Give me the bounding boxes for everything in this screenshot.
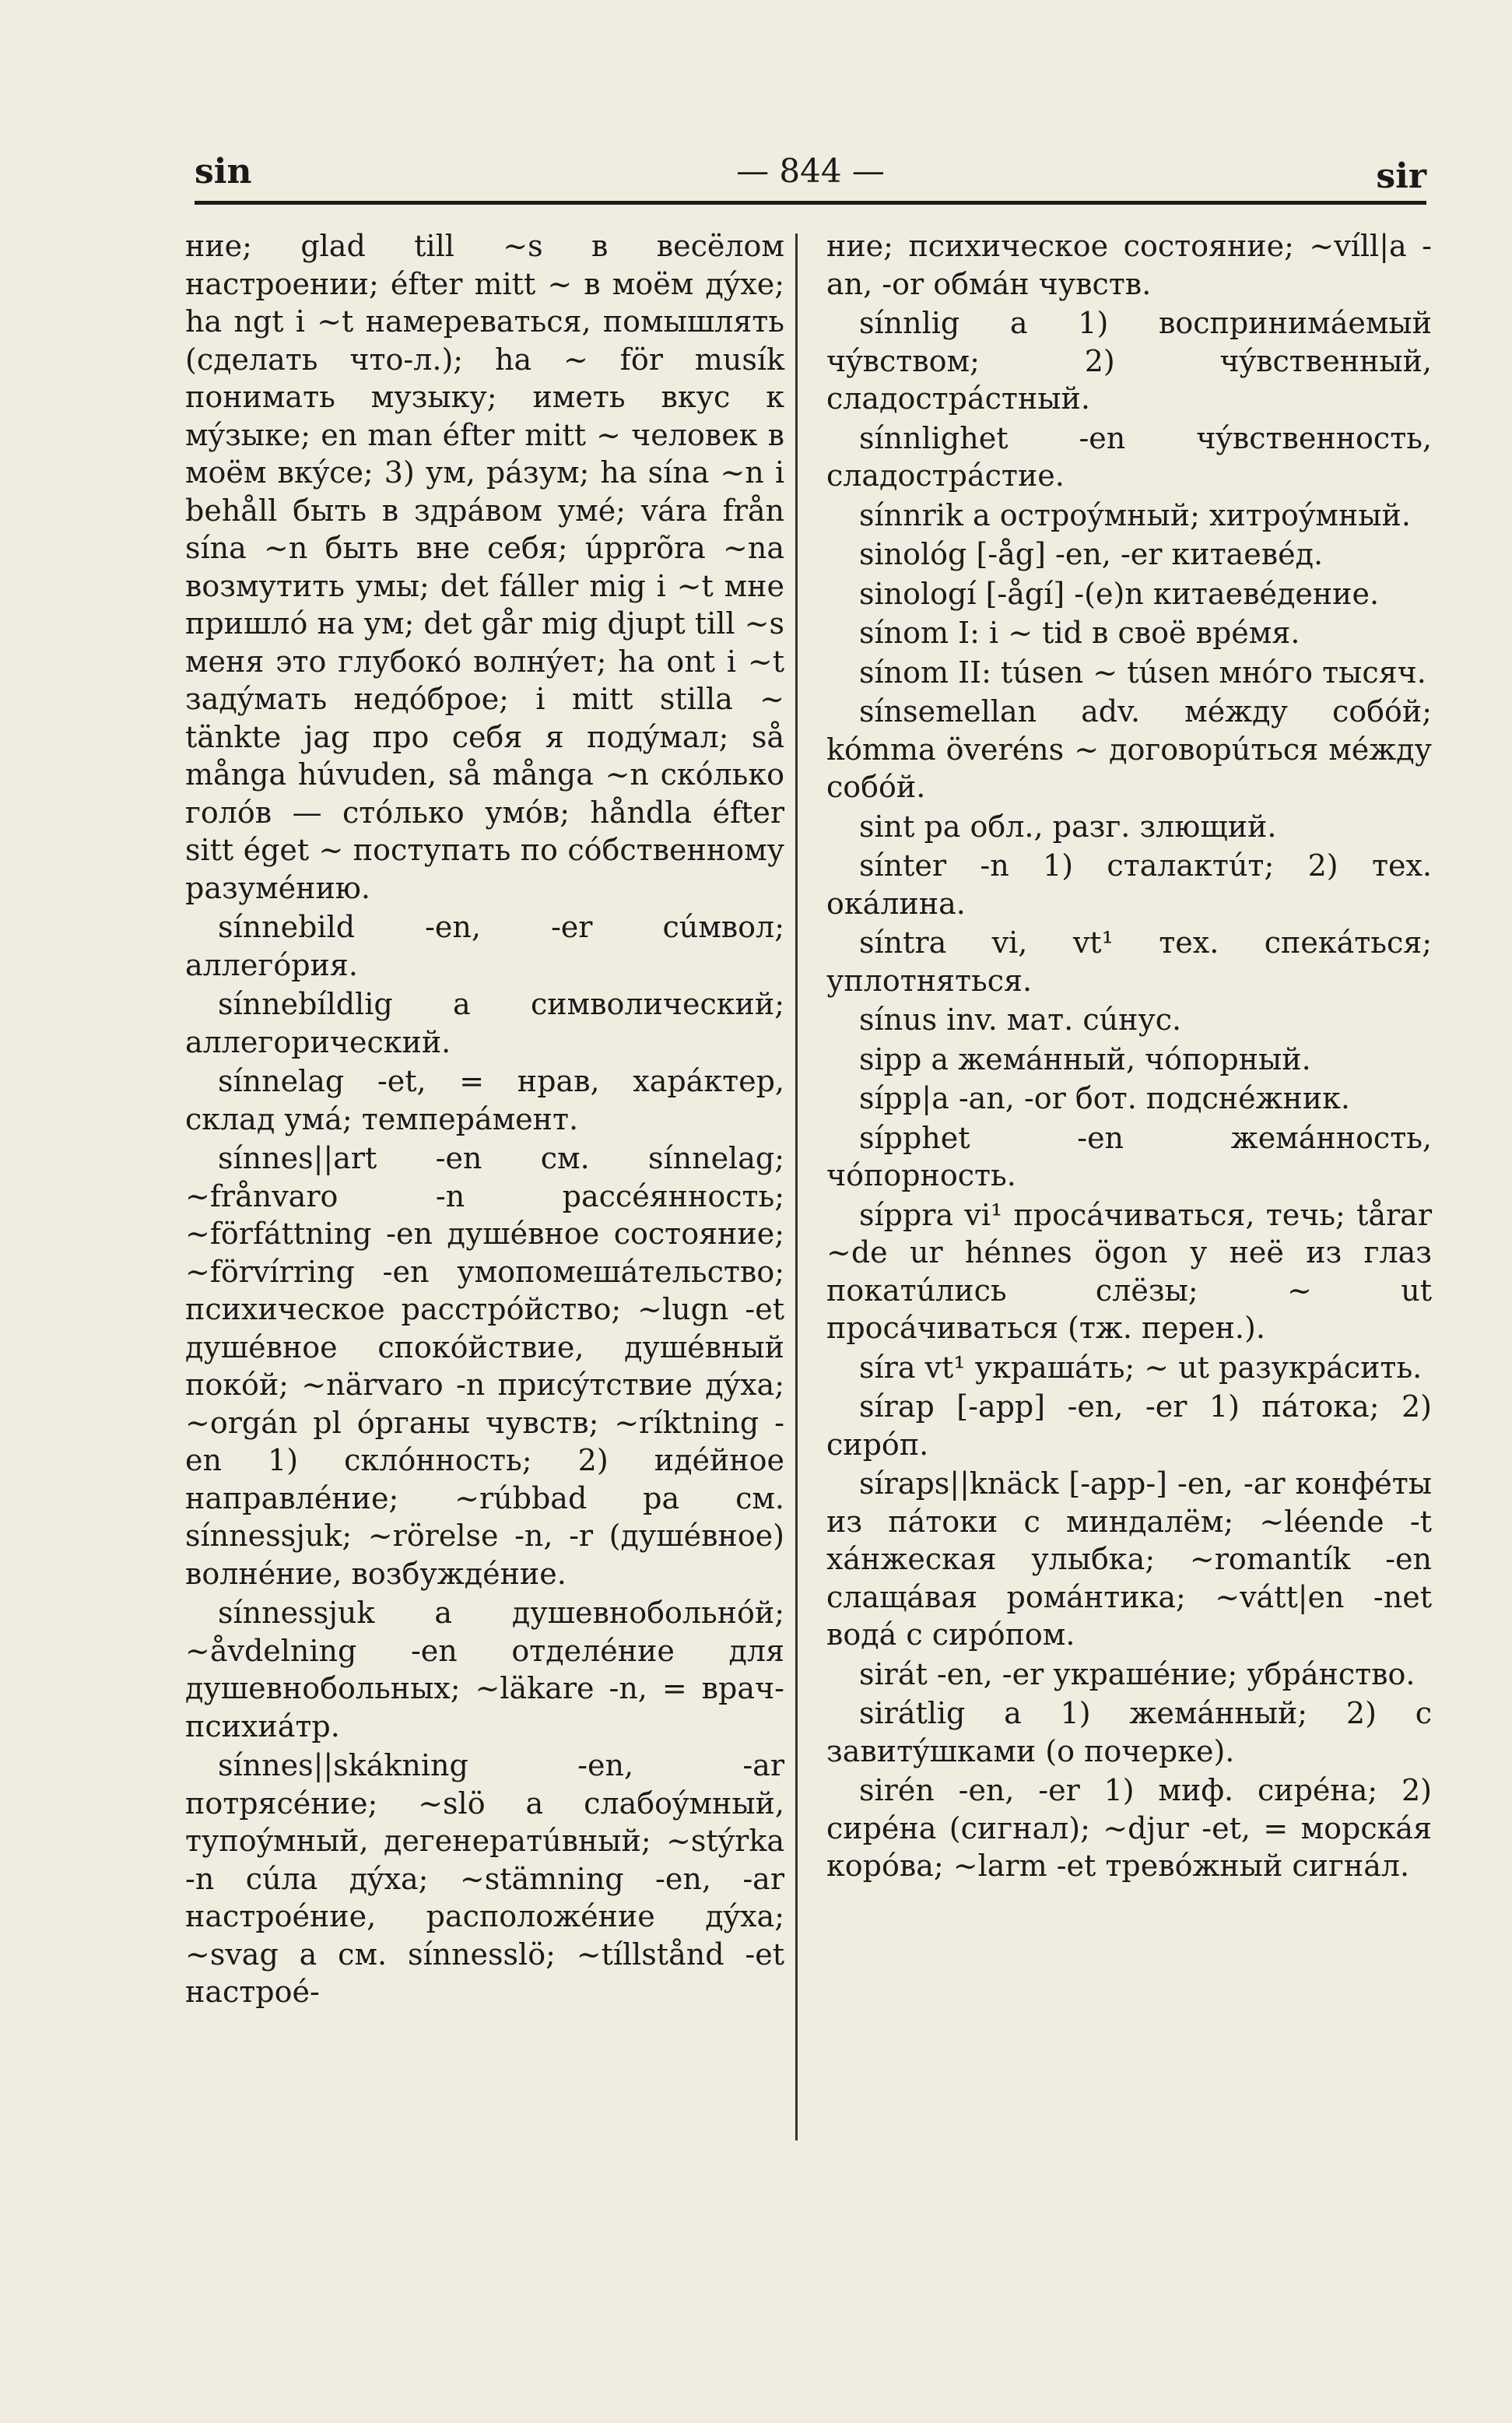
dictionary-entry: sínsemellan adv. мéжду собóй; kómma överéns ~ договорúться мéжду собóй.: [826, 694, 1432, 804]
dictionary-entry: sínnes||skákning -en, -ar потрясéние; ~slö a слабоýмный, тупоýмный, дегенератúвный; ~stýrka -n сúла дýха; ~stämning -en, -ar настроéние, расположéние дýха; ~svag a см. sínnesslö; ~tíllstånd -et настроé-: [185, 1748, 784, 2009]
dictionary-entry: sínom I: i ~ tid в своё врéмя.: [859, 616, 1300, 650]
dictionary-entry: sípphet -en жемáнность, чóпорность.: [826, 1120, 1432, 1192]
dictionary-entry: sirát -en, -er украшéние; убрáнство.: [859, 1656, 1416, 1691]
dictionary-entry: sint pa обл., разг. злющий.: [859, 809, 1277, 844]
dictionary-entry: síra vt¹ украшáть; ~ ut разукрáсить.: [859, 1350, 1423, 1385]
dictionary-entry: sínom II: túsen ~ túsen мнóго тысяч.: [859, 655, 1426, 690]
dictionary-entry: sínnrik a остроýмный; хитроýмный.: [859, 497, 1411, 532]
dictionary-entry: sínnes||art -en см. sínnelag; ~frånvaro -n рассéянность; ~förfáttning -en душéвное состояние; ~förvírring -en умопомешáтельство; психическое расстрóйство; ~lugn -et душéвное спокóйствие, душéвный покóй; ~närvaro -n присýтствие дýха; ~orgán pl óрганы чувств; ~ríktning -en 1) склóнность; 2) идéйное направлéние; ~rúbbad pa см. sínnessjuk; ~rörelse -n, -r (душéвное) волнéние, возбуждéние.: [185, 1141, 784, 1591]
dictionary-entry: sínnebíldlig a символический; аллегорический.: [185, 987, 784, 1059]
left-column: [185, 227, 784, 2011]
dictionary-entry: sipp a жемáнный, чóпорный.: [859, 1041, 1311, 1076]
left-guide-word: sin: [195, 152, 252, 191]
dictionary-entry: ние; психическое состояние; ~víll|a -an, -or обмáн чувств.: [826, 229, 1432, 301]
dictionary-entry: sínter -n 1) сталактúт; 2) тех. окáлина.: [826, 848, 1432, 921]
dictionary-entry: síraps||knäck [-app-] -en, -ar конфéты из пáтоки с миндалём; ~léende -t хáнжеская улыбка; ~romantík -en слащáвая ромáнтика; ~vátt|en -net водá с сирóпом.: [826, 1466, 1432, 1652]
dictionary-entry: síntra vi, vt¹ тех. спекáться; уплотняться.: [826, 925, 1432, 998]
dictionary-entry: sínnebild -en, -er сúмвол; аллегóрия.: [185, 910, 784, 982]
dictionary-entry: sírap [-app] -en, -er 1) пáтока; 2) сирóп.: [826, 1389, 1432, 1462]
header-rule: [195, 201, 1426, 205]
dictionary-entry: sínnelag -et, = нрав, харáктер, склад умá; темперáмент.: [185, 1064, 784, 1136]
page-number: — 844 —: [736, 152, 885, 190]
page-header: [195, 152, 1426, 206]
dictionary-entry: ние; glad till ~s в весёлом настроении; éfter mitt ~ в моём дýхе; ha ngt i ~t намереваться, помышлять (сделать что-л.); ha ~ för musík понимать музыку; иметь вкус к мýзыке; en man éfter mitt ~ человек в моём вкýсе; 3) ум, рáзум; ha sína ~n i behåll быть в здрáвом умé; vára från sína ~n быть вне себя; úpprõra ~na возмутить умы; det fáller mig i ~t мне пришлó на ум; det går mig djupt till ~s меня это глубокó волнýет; ha ont i ~t задýмать недóброе; i mitt stilla ~ tänkte jag про себя я подýмал; så många húvuden, så många ~n скóлько голóв — стóлько умóв; håndla éfter sitt éget ~ поступать по сóбственному разумéнию.: [185, 229, 784, 905]
dictionary-entry: sínnlighet -en чýвственность, сладострáстие.: [826, 420, 1432, 493]
dictionary-entry: síppra vi¹ просáчиваться, течь; tårar ~de ur hénnes ögon у неё из глаз покатúлись слёзы; ~ ut просáчиваться (тж. перен.).: [826, 1197, 1432, 1345]
dictionary-entry: sínus inv. мат. сúнус.: [859, 1003, 1182, 1037]
dictionary-entry: sípp|a -an, -or бот. подснéжник.: [859, 1081, 1351, 1115]
dictionary-entry: sinológ [-åg] -en, -er китаевéд.: [859, 537, 1324, 571]
dictionary-entry: sínnlig a 1) воспринимáемый чýвством; 2) чýвственный, сладострáстный.: [826, 306, 1432, 416]
dictionary-entry: sirátlig a 1) жемáнный; 2) с завитýшками (о почерке).: [826, 1696, 1432, 1768]
column-divider: [795, 234, 798, 2140]
dictionary-entry: sinologí [-ågí] -(e)n китаевéдение.: [859, 576, 1380, 611]
dictionary-entry: sirén -en, -er 1) миф. сирéна; 2) сирéна (сигнал); ~djur -et, = морскáя корóва; ~larm -et тревóжный сигнáл.: [826, 1773, 1432, 1883]
right-column: [826, 227, 1432, 1885]
dictionary-entry: sínnessjuk a душевнобольнóй; ~åvdelning -en отделéние для душевнобольных; ~läkare -n, = врач-психиáтр.: [185, 1596, 784, 1744]
right-guide-word: sir: [1376, 156, 1426, 196]
